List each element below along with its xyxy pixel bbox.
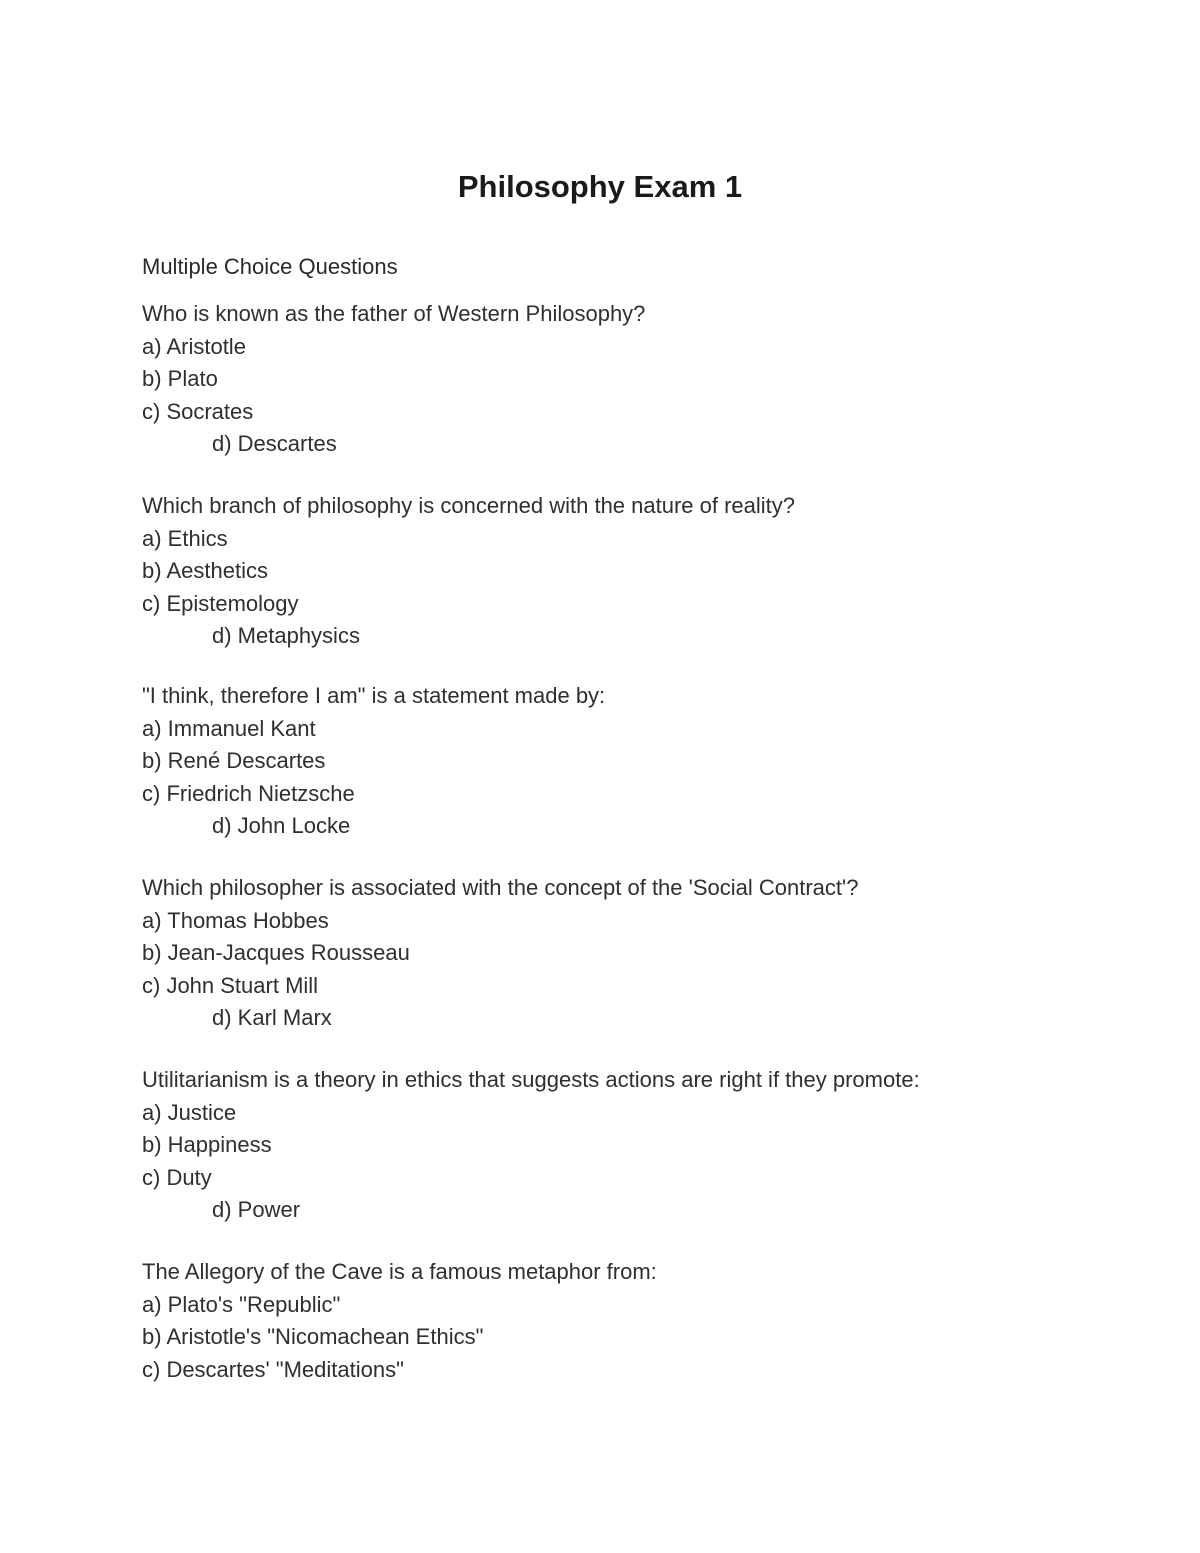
section-heading: Multiple Choice Questions: [142, 254, 398, 279]
answer-option: b) René Descartes: [142, 748, 326, 773]
question-prompt: Which philosopher is associated with the concept of the 'Social Contract'?: [142, 875, 859, 900]
answer-option: a) Thomas Hobbes: [142, 907, 329, 933]
question-6: [142, 1256, 1142, 1386]
question-prompt: Which branch of philosophy is concerned with the nature of reality?: [142, 493, 796, 518]
question-prompt: The Allegory of the Cave is a famous metaphor from:: [142, 1259, 657, 1284]
answer-option: d) Karl Marx: [212, 1005, 332, 1030]
question-3: [142, 680, 1142, 843]
page-title: Philosophy Exam 1: [457, 169, 743, 204]
answer-option: b) Aristotle's "Nicomachean Ethics": [142, 1324, 484, 1349]
answer-option: c) Epistemology: [142, 590, 299, 616]
answer-option: d) Descartes: [212, 431, 337, 456]
answer-option: d) John Locke: [212, 813, 351, 838]
question-2: [142, 490, 1142, 653]
answer-option: c) Friedrich Nietzsche: [142, 780, 355, 806]
answer-option: b) Aesthetics: [142, 558, 268, 583]
question-5: [142, 1064, 1142, 1227]
answer-option: a) Immanuel Kant: [142, 715, 316, 741]
answer-option: a) Ethics: [142, 525, 228, 551]
question-prompt: Who is known as the father of Western Philosophy?: [142, 301, 646, 326]
question-4: [142, 872, 1142, 1035]
answer-option: a) Plato's "Republic": [142, 1291, 341, 1317]
question-prompt: Utilitarianism is a theory in ethics that suggests actions are right if they promote:: [142, 1067, 920, 1092]
answer-option: d) Power: [212, 1197, 301, 1222]
answer-option: b) Happiness: [142, 1132, 272, 1157]
answer-option: c) Socrates: [142, 398, 254, 424]
question-1: [142, 298, 1142, 461]
answer-option: c) John Stuart Mill: [142, 972, 319, 998]
answer-option: c) Descartes' "Meditations": [142, 1356, 404, 1382]
answer-option: b) Plato: [142, 366, 218, 391]
answer-option: a) Justice: [142, 1099, 237, 1125]
answer-option: b) Jean-Jacques Rousseau: [142, 940, 410, 965]
answer-option: d) Metaphysics: [212, 623, 360, 648]
answer-option: a) Aristotle: [142, 333, 246, 359]
answer-option: c) Duty: [142, 1164, 212, 1190]
question-prompt: "I think, therefore I am" is a statement made by:: [142, 683, 606, 708]
